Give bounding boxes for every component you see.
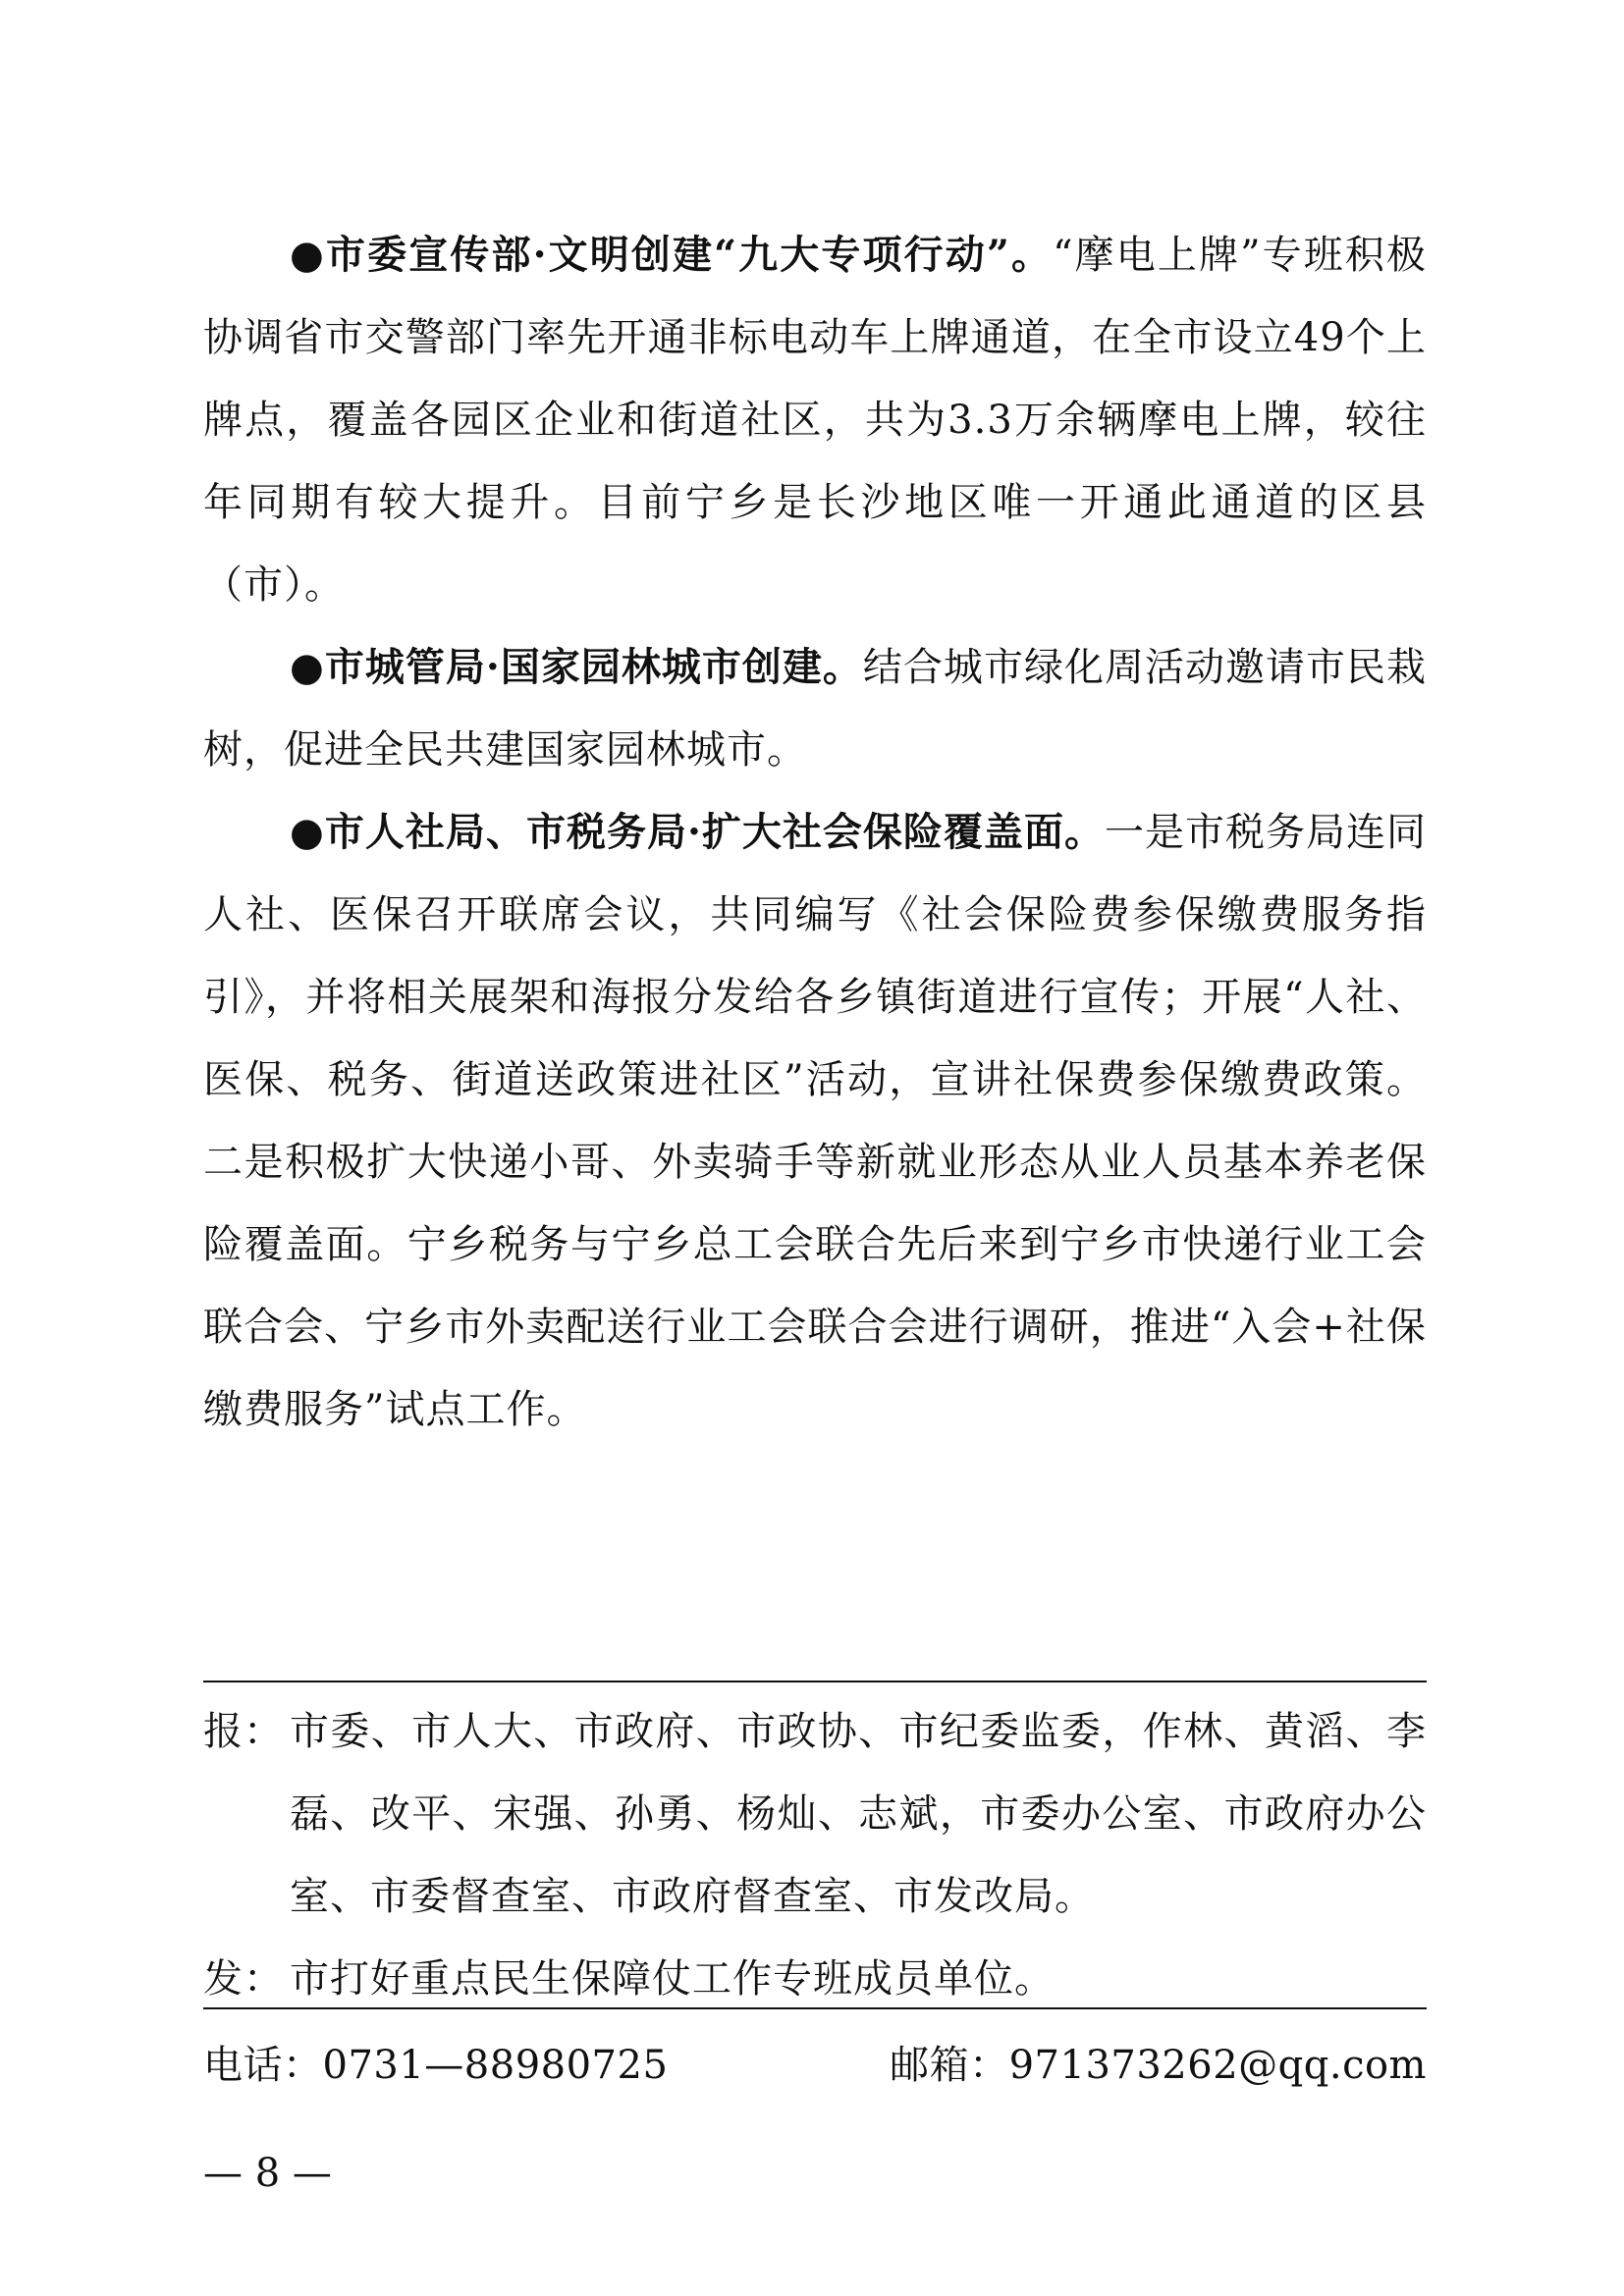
report-to-text: 市委、市人大、市政府、市政协、市纪委监委，作林、黄滔、李磊、改平、宋强、孙勇、杨灿、志斌，市委办公室、市政府办公室、市委督查室、市政府督查室、市发改局。 — [290, 1709, 1427, 1919]
paragraph-text: 结合城市绿化周活动邀请市民栽树，促进全民共建国家园林城市。 — [203, 645, 1428, 773]
contact-info — [203, 2024, 1427, 2107]
distribution-list — [203, 1690, 1427, 2020]
divider-line — [203, 2007, 1427, 2009]
divider-line — [203, 1681, 1427, 1682]
report-to-label: 报： — [203, 1709, 284, 1754]
paragraph-social-insurance — [203, 791, 1427, 1451]
paragraph-civilization — [203, 214, 1427, 626]
paragraph-heading: ●市城管局·国家园林城市创建。 — [290, 644, 863, 690]
page-number: — 8 — — [203, 2151, 332, 2196]
paragraph-text: “摩电上牌”专班积极协调省市交警部门率先开通非标电动车上牌通道，在全市设立49个上牌点，覆盖各园区企业和街道社区，共为3.3万余辆摩电上牌，较往年同期有较大提升。目前宁乡是长沙地区唯一开通此通道的区县（市）。 — [203, 233, 1428, 608]
paragraph-heading: ●市人社局、市税务局·扩大社会保险覆盖面。 — [290, 809, 1105, 855]
email-address: 邮箱：971373262@qq.com — [890, 2043, 1427, 2088]
paragraph-garden-city — [203, 626, 1427, 791]
send-to-label: 发： — [203, 1956, 284, 2002]
paragraph-text: 一是市税务局连同人社、医保召开联席会议，共同编写《社会保险费参保缴费服务指引》，并将相关展架和海报分发给各乡镇街道进行宣传；开展“人社、医保、税务、街道送政策进社区”活动，宣讲社保费参保缴费政策。二是积极扩大快递小哥、外卖骑手等新就业形态从业人员基本养老保险覆盖面。宁乡税务与宁乡总工会联合先后来到宁乡市快递行业工会联合会、宁乡市外卖配送行业工会联合会进行调研，推进“入会+社保缴费服务”试点工作。 — [203, 810, 1428, 1432]
paragraph-heading: ●市委宣传部·文明创建“九大专项行动”。 — [290, 232, 1054, 278]
phone-number: 电话：0731—88980725 — [203, 2043, 669, 2088]
report-body — [203, 214, 1427, 1451]
send-to-text: 市打好重点民生保障仗工作专班成员单位。 — [290, 1956, 1055, 2002]
report-to-row — [203, 1690, 1427, 1938]
